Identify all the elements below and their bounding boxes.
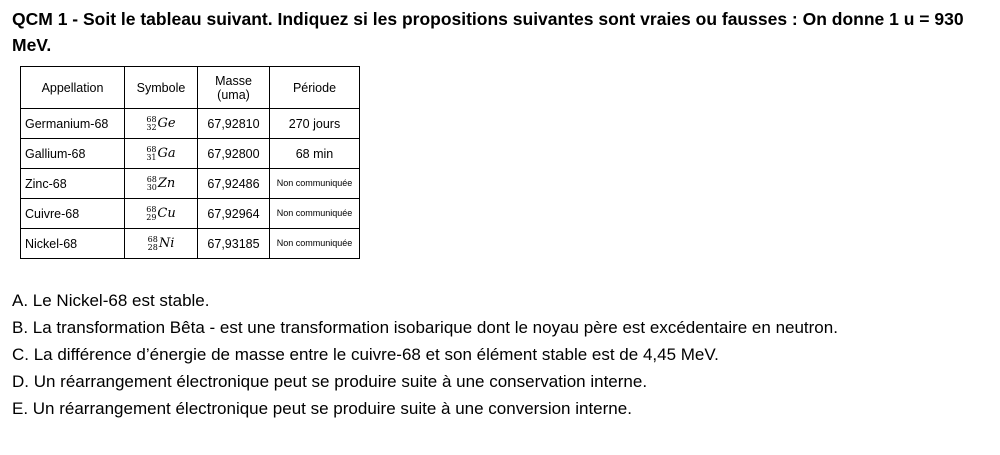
propositions-list (12, 287, 988, 422)
cell-appellation: Zinc-68 (21, 169, 125, 199)
header-periode: Période (270, 67, 360, 109)
question-title: QCM 1 - Soit le tableau suivant. Indiquez si les propositions suivantes sont vraies ou fausses : On donne 1 u = 930 MeV. (12, 9, 964, 55)
atomic-number: 31 (146, 152, 157, 162)
cell-symbole (125, 199, 198, 229)
proposition-item: B. La transformation Bêta - est une transformation isobarique dont le noyau père est excédentaire en neutron. (12, 318, 838, 337)
nuclide-symbol (146, 146, 175, 161)
table-row (21, 139, 360, 169)
proposition-item: D. Un réarrangement électronique peut se produire suite à une conservation interne. (12, 372, 648, 391)
table-row (21, 169, 360, 199)
cell-appellation: Nickel-68 (21, 229, 125, 259)
atomic-number: 30 (146, 182, 157, 192)
proposition-item: E. Un réarrangement électronique peut se produire suite à une conversion interne. (12, 399, 632, 418)
mass-number: 68 (147, 234, 158, 244)
element-symbol: Ga (157, 146, 176, 161)
table-body (21, 109, 360, 259)
table-row (21, 199, 360, 229)
cell-symbole (125, 109, 198, 139)
cell-masse: 67,92810 (198, 109, 270, 139)
mass-number: 68 (146, 144, 157, 154)
proposition-item: C. La différence d’énergie de masse entre le cuivre-68 et son élément stable est de 4,45 MeV. (12, 345, 719, 364)
element-symbol: Ni (158, 236, 175, 251)
mass-number: 68 (146, 114, 157, 124)
cell-appellation: Cuivre-68 (21, 199, 125, 229)
element-symbol: Cu (157, 206, 176, 221)
table-header-row (21, 67, 360, 109)
nuclide-symbol (146, 116, 175, 131)
cell-symbole (125, 169, 198, 199)
cell-appellation: Gallium-68 (21, 139, 125, 169)
cell-periode: Non communiquée (270, 229, 360, 259)
element-symbol: Ge (157, 116, 176, 131)
cell-periode: 68 min (270, 139, 360, 169)
mass-number: 68 (146, 174, 157, 184)
element-symbol: Zn (157, 176, 176, 191)
cell-periode: 270 jours (270, 109, 360, 139)
header-masse-unit: (uma) (217, 87, 250, 102)
header-symbole: Symbole (125, 67, 198, 109)
cell-masse: 67,92800 (198, 139, 270, 169)
header-appellation: Appellation (21, 67, 125, 109)
mass-number: 68 (146, 204, 157, 214)
cell-periode: Non communiquée (270, 199, 360, 229)
header-masse (198, 67, 270, 109)
nuclide-symbol (146, 206, 176, 221)
table-row (21, 229, 360, 259)
isotope-table (20, 66, 360, 259)
header-masse-label: Masse (215, 73, 252, 88)
cell-masse: 67,92964 (198, 199, 270, 229)
table-row (21, 109, 360, 139)
cell-appellation: Germanium-68 (21, 109, 125, 139)
atomic-number: 29 (146, 212, 157, 222)
cell-masse: 67,93185 (198, 229, 270, 259)
cell-symbole (125, 229, 198, 259)
atomic-number: 32 (146, 122, 157, 132)
cell-symbole (125, 139, 198, 169)
proposition-item: A. Le Nickel-68 est stable. (12, 291, 210, 310)
nuclide-symbol (148, 236, 175, 251)
cell-masse: 67,92486 (198, 169, 270, 199)
nuclide-symbol (147, 176, 176, 191)
atomic-number: 28 (147, 242, 158, 252)
cell-periode: Non communiquée (270, 169, 360, 199)
